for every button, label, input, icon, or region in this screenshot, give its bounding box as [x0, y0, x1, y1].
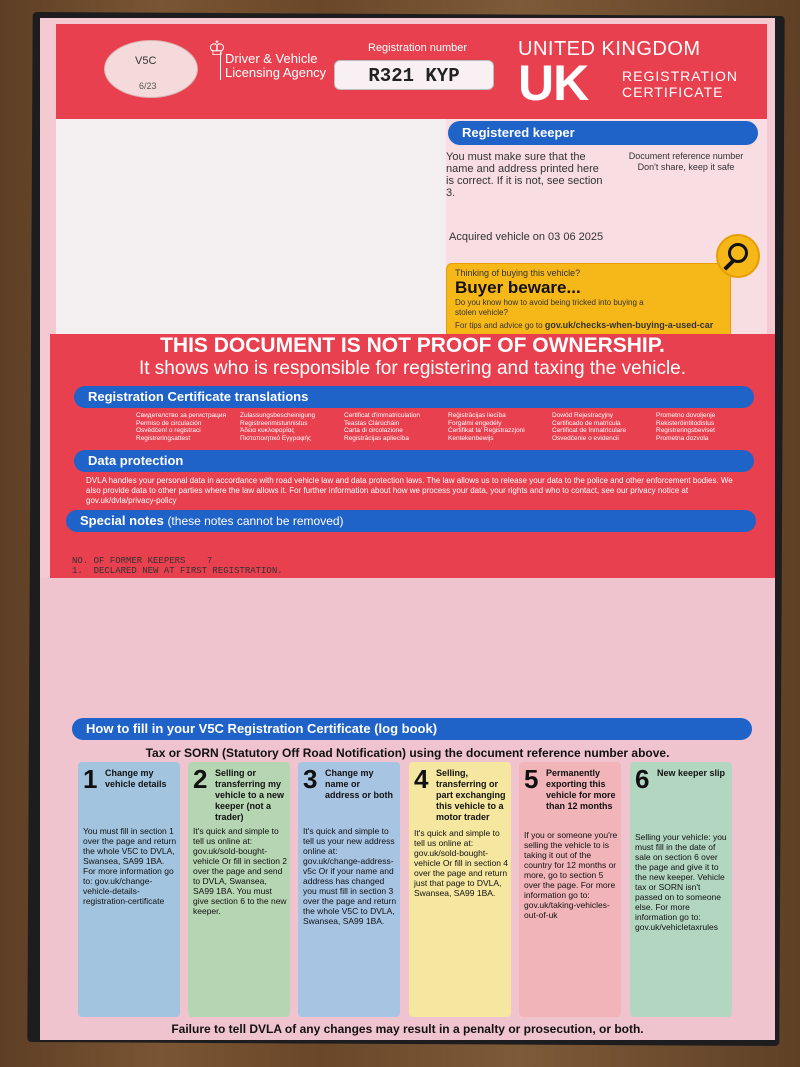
- keeper-panel: [56, 119, 767, 334]
- registered-keeper-bar: Registered keeper: [448, 121, 758, 145]
- translation-item: Dowód Rejestracyjny: [552, 412, 614, 419]
- former-keepers-line: NO. OF FORMER KEEPERS 7: [72, 556, 213, 566]
- form-version: 6/23: [139, 81, 157, 91]
- card-change-name-address: [298, 762, 400, 1017]
- card-number: 1: [83, 764, 98, 794]
- proof-subline: It shows who is responsible for registering and taxing the vehicle.: [138, 358, 687, 379]
- document-header: [56, 24, 767, 119]
- translation-item: Certificado de matrícula: [552, 419, 621, 427]
- failure-warning: Failure to tell DVLA of any changes may result in a penalty or prosecution, or both.: [171, 1022, 644, 1036]
- proof-headline: THIS DOCUMENT IS NOT PROOF OF OWNERSHIP.: [160, 334, 665, 357]
- translation-item: Registreringsattest: [136, 434, 191, 442]
- beware-tip-link[interactable]: gov.uk/checks-when-buying-a-used-car: [544, 320, 714, 330]
- beware-tip-prefix: For tips and advice go to: [455, 321, 543, 330]
- buyer-beware-box: [446, 263, 731, 345]
- translation-item: Registrācijas apliecība: [344, 434, 410, 442]
- declared-new-line: 1. DECLARED NEW AT FIRST REGISTRATION.: [72, 566, 283, 576]
- card-change-details: [78, 762, 180, 1017]
- special-notes-title: Special notes: [80, 513, 164, 528]
- beware-title: Buyer beware...: [455, 278, 581, 297]
- translation-item: Certificat de înmatriculare: [552, 427, 627, 434]
- beware-description: Do you know how to avoid being tricked into buying a stolen vehicle?: [455, 298, 644, 317]
- translation-item: Άδεια κυκλοφορίας: [240, 427, 295, 434]
- card-heading: Selling or transferring my vehicle to a new keeper (not a trader): [215, 768, 285, 822]
- card-body: Selling your vehicle: you must fill in the date of sale on section 6 over the page and give it to the new keeper. Vehicle tax or SORN isn't passed on to someone else. For more information go to: gov.uk/vehicletaxrules: [635, 832, 727, 932]
- card-body: You must fill in section 1 over the page and return the whole V5C to DVLA, Swansea, SA99 1BA. For more information go to: gov.uk/change-vehicle-details-registration-certificate: [83, 826, 177, 906]
- card-heading: Permanently exporting this vehicle for more than 12 months: [546, 768, 616, 811]
- certificate-title: REGISTRATION CERTIFICATE: [622, 68, 738, 100]
- data-protection-bar: Data protection: [74, 450, 754, 472]
- card-body: It's quick and simple to tell us online at: gov.uk/sold-bought-vehicle Or fill in section 2 over the page and send to DVLA, Swansea, SA99 1BA. You must give section 6 to the new keeper.: [193, 826, 288, 916]
- docref-note: Don't share, keep it safe: [637, 162, 735, 172]
- form-code-oval: [104, 40, 198, 98]
- beware-question: Thinking of buying this vehicle?: [455, 268, 581, 278]
- card-heading: New keeper slip: [657, 768, 726, 778]
- instruction-cards: [78, 762, 738, 1017]
- ownership-notice-section: [50, 334, 775, 578]
- translation-item: Osvedčenie o evidencii: [552, 434, 619, 442]
- data-protection-text: DVLA handles your personal data in accordance with road vehicle law and data protection laws. The law allows us to release your data to the police and other enforcement bodies. We also provide data to other parties where the law allows it. For further information about how we process your data, your rights and who to contact, see our privacy notice at gov.uk/dvla/privacy-policy: [86, 476, 733, 505]
- translation-item: Carta di circolazione: [344, 427, 403, 434]
- card-new-keeper-slip: [630, 762, 732, 1017]
- agency-name: Driver & Vehicle Licensing Agency: [220, 52, 330, 80]
- translation-item: Rekisteröintitodistus: [656, 419, 715, 427]
- document-reference-block: [606, 151, 766, 173]
- translation-item: Prometno dovoljenje: [656, 412, 716, 419]
- card-number: 6: [635, 764, 650, 794]
- v5c-document: [40, 18, 775, 1040]
- tax-sorn-line: Tax or SORN (Statutory Off Road Notification) using the document reference number above.: [145, 746, 670, 760]
- registration-label: Registration number: [368, 42, 468, 54]
- card-heading: Change my vehicle details: [105, 768, 167, 789]
- card-number: 4: [414, 764, 429, 794]
- registration-plate: R321 KYP: [334, 60, 494, 90]
- magnifier-icon: [716, 234, 760, 278]
- how-to-fill-bar: How to fill in your V5C Registration Certificate (log book): [72, 718, 752, 740]
- translation-item: Свидетелство за регистрация: [136, 412, 227, 419]
- translation-item: Certificat d'immatriculation: [344, 412, 421, 419]
- translation-item: Ċertifikat ta' Reġistrazzjoni: [448, 427, 525, 434]
- special-notes-body: [72, 556, 283, 576]
- card-motor-trader: [409, 762, 511, 1017]
- special-notes-sub: (these notes cannot be removed): [167, 514, 344, 528]
- translation-item: Forgalmi engedély: [448, 419, 502, 427]
- card-heading: Change my name or address or both: [325, 768, 394, 800]
- acquired-date: Acquired vehicle on 03 06 2025: [449, 231, 604, 243]
- translation-item: Registreerimistunnistus: [240, 419, 308, 427]
- country-title: UNITED KINGDOM: [518, 38, 701, 60]
- translation-item: Zulassungsbescheinigung: [240, 412, 316, 419]
- card-heading: Selling, transferring or part exchanging this vehicle to a motor trader: [436, 768, 506, 822]
- card-number: 5: [524, 764, 539, 794]
- translation-item: Prometna dozvola: [656, 434, 709, 442]
- keeper-check-text: You must make sure that the name and address printed here is correct. If it is not, see section 3.: [446, 151, 603, 199]
- card-exporting: [519, 762, 621, 1017]
- translations-bar: Registration Certificate translations: [74, 386, 754, 408]
- keeper-address-area: [56, 119, 446, 334]
- beware-tip: [455, 320, 722, 330]
- lower-section: [40, 556, 775, 1040]
- card-body: It's quick and simple to tell us online at: gov.uk/sold-bought-vehicle Or fill in section 4 over the page and return just that page to DVLA, Swansea, SA99 1BA.: [414, 828, 509, 898]
- translation-item: Πιστοποιητικό Εγγραφής: [240, 434, 312, 442]
- card-number: 2: [193, 764, 208, 794]
- docref-label: Document reference number: [628, 151, 744, 161]
- card-body: If you or someone you're selling the vehicle to is taking it out of the country for 12 months or more, go to section 5 over the page. For more information go to: gov.uk/taking-vehicles-out-of-uk: [524, 830, 618, 920]
- translation-item: Reģistrācijas liecība: [448, 412, 506, 419]
- translation-item: Permiso de circulación: [136, 419, 202, 427]
- special-notes-bar: [66, 510, 756, 532]
- country-code: UK: [518, 55, 589, 111]
- translation-item: Kentekenbewijs: [448, 434, 494, 442]
- translation-item: Registreringsbeviset: [656, 427, 715, 434]
- crown-crest-icon: ♔: [208, 38, 226, 60]
- form-code: V5C: [135, 55, 157, 67]
- card-body: It's quick and simple to tell us your new address online at: gov.uk/change-address-v5c Or if your name and address has changed you must fill in section 3 over the page and return the whole V5C to DVLA, Swansea, SA99 1BA.: [303, 826, 397, 926]
- translation-item: Osvědčení o registraci: [136, 427, 201, 434]
- card-selling-private: [188, 762, 290, 1017]
- translations-grid: [136, 412, 756, 442]
- card-number: 3: [303, 764, 318, 794]
- translation-item: Teastas Clárúcháin: [344, 419, 400, 427]
